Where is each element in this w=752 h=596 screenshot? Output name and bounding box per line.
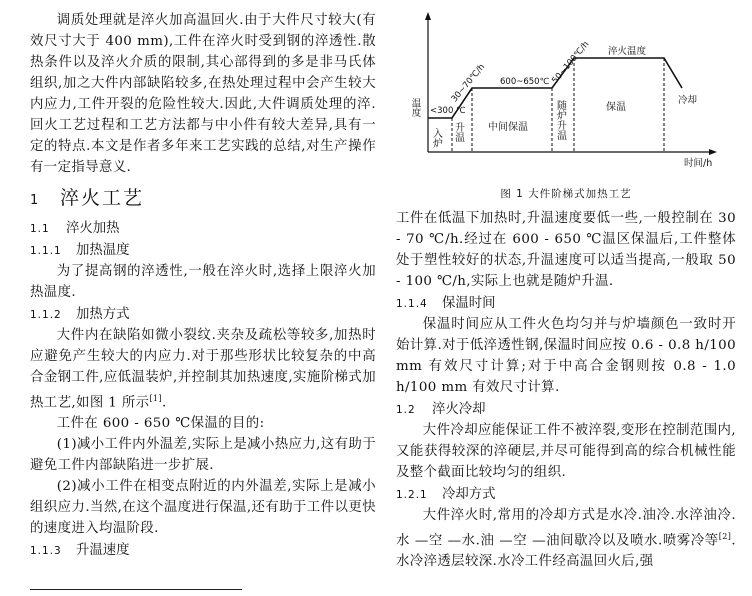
subsubsection-number: 1.1.4: [396, 298, 428, 310]
subsubsection-number: 1.1.3: [30, 545, 62, 558]
subsubsection-number: 1.1.2: [30, 309, 62, 321]
section-number: 1: [30, 193, 41, 208]
subsubsection-heading-1-2-1: [396, 485, 736, 505]
heating-process-diagram: [409, 0, 722, 210]
subsubsection-heading-1-1-4: [396, 294, 736, 314]
subsection-heading-1-2: [396, 400, 736, 420]
paragraph-end: .水冷淬透层较深.水冷工件经高温回火后,强: [396, 533, 736, 570]
subsubsection-heading-1-1-1: [30, 241, 376, 261]
subsubsection-heading-1-1-2: [30, 305, 376, 325]
stage-label-heating: 升温: [452, 122, 464, 142]
subsection-number: 1.2: [396, 404, 416, 416]
paragraph-holding-purpose: 工件在 600 - 650 ℃保温的目的:: [56, 416, 265, 432]
paragraph-quench-cooling: 大件冷却应能保证工件不被淬裂,变形在控制范围内,又能获得较深的淬硬层,并尽可能得到高的综合机械性能及整个截面比较均匀的组织.: [396, 423, 736, 480]
subsubsection-title: 升温速度: [76, 543, 130, 559]
cooling-label: 冷却: [678, 95, 698, 106]
x-axis-arrow-icon: [709, 149, 717, 155]
subsection-title: 淬火加热: [66, 221, 120, 236]
stage-label-holding: 保温: [606, 102, 626, 113]
y-axis-arrow-icon: [425, 12, 431, 20]
quench-temperature-label: 淬火温度: [608, 46, 647, 57]
paragraph-end: .: [161, 395, 167, 411]
footnote-divider: [30, 589, 242, 590]
rate-label-2: 50~100℃/h: [550, 39, 592, 86]
left-column: [30, 0, 376, 561]
stage-label-load: 入炉: [430, 128, 442, 148]
intro-paragraph: 调质处理就是淬火加高温回火.由于大件尺寸较大(有效尺寸大于 400 mm),工件在淬火时受到钢的淬透性.散热条件以及淬火介质的限制,其心部得到的多是非马氏体组织,加之大件内部缺陷较多,在热处理过程中会产生较大内应力,工件开裂的危险性较大.因此,大件调质处理的淬.回火工艺过程和工艺方法都与中小件有较大差异,具有一定的特点.本文是作者多年来工艺实践的总结,对生产操作有一定指导意义.: [30, 13, 376, 175]
subsubsection-title: 冷却方式: [442, 487, 496, 502]
paragraph-purpose-1: (1)减小工件内外温差,实际上是减小热应力,这有助于避免工件内部缺陷进一步扩展.: [30, 437, 376, 474]
low-temp-label: <300 ℃: [430, 106, 466, 116]
right-column: [396, 208, 736, 572]
subsubsection-heading-1-1-3: [30, 541, 376, 561]
subsubsection-title: 保温时间: [442, 296, 496, 311]
paragraph-text: 大件淬火时,常用的冷却方式是水冷.油冷.水淬油冷.水 —空 —水.油 —空 —油间歇冷以及喷水.喷雾冷等: [396, 508, 736, 549]
section-heading-1: [30, 186, 376, 213]
subsection-title: 淬火冷却: [432, 402, 486, 417]
rate-label-1: 30~70℃/h: [449, 62, 488, 105]
x-axis-label: 时间/h: [684, 158, 713, 169]
subsection-heading-1-1: [30, 219, 376, 239]
stage-label-follow-furnace: 随炉升温: [554, 100, 566, 140]
subsubsection-number: 1.2.1: [396, 489, 428, 501]
citation-ref: [2]: [718, 532, 732, 541]
y-axis-label: 温度: [409, 98, 421, 117]
stage-label-intermediate-hold: 中间保温: [488, 122, 528, 133]
paragraph-purpose-2: (2)减小工件在相变点附近的内外温差,实际上是减小组织应力.当然,在这个温度进行保温,还有助于工件以更快的速度进入均温阶段.: [30, 479, 376, 537]
paragraph-heating-method: [30, 325, 376, 413]
subsubsection-title: 加热方式: [76, 307, 130, 322]
subsubsection-number: 1.1.1: [30, 245, 62, 257]
paragraph-text: 大件内在缺陷如微小裂纹.夹杂及疏松等较多,加热时应避免产生较大的内应力.对于那些形状比较复杂的中高合金钢工件,应低温装炉,并控制其加热速度,实施阶梯式加热工艺,如图 1 所示: [30, 328, 376, 411]
figure-caption: 图 1 大件阶梯式加热工艺: [500, 188, 632, 200]
subsection-number: 1.1: [30, 223, 50, 235]
citation-ref: [1]: [149, 394, 162, 403]
paragraph-cooling-method: [396, 505, 736, 572]
paragraph-holding-time: 保温时间应从工件火色均匀并与炉墙颜色一致时开始计算.对于低淬透性钢,保温时间应按 0.6 - 0.8 h/100 mm 有效尺寸计算;对于中高合金钢则按 0.8 - 1.0 h/100 mm 有效尺寸计算.: [396, 317, 736, 395]
subsubsection-title: 加热温度: [76, 243, 130, 258]
intermediate-hold-label: 600~650℃: [500, 77, 550, 87]
section-title: 淬火工艺: [60, 187, 145, 209]
paragraph-heating-temperature: 为了提高钢的淬透性,一般在淬火时,选择上限淬火加热温度.: [30, 264, 376, 300]
paragraph-heating-rate: 工件在低温下加热时,升温速度要低一些,一般控制在 30 - 70 ℃/h.经过在 600 - 650 ℃温区保温后,工件整体处于塑性较好的状态,升温速度可以适当提高,一般取 50 - 100 ℃/h,实际上也就是随炉升温.: [396, 211, 736, 289]
